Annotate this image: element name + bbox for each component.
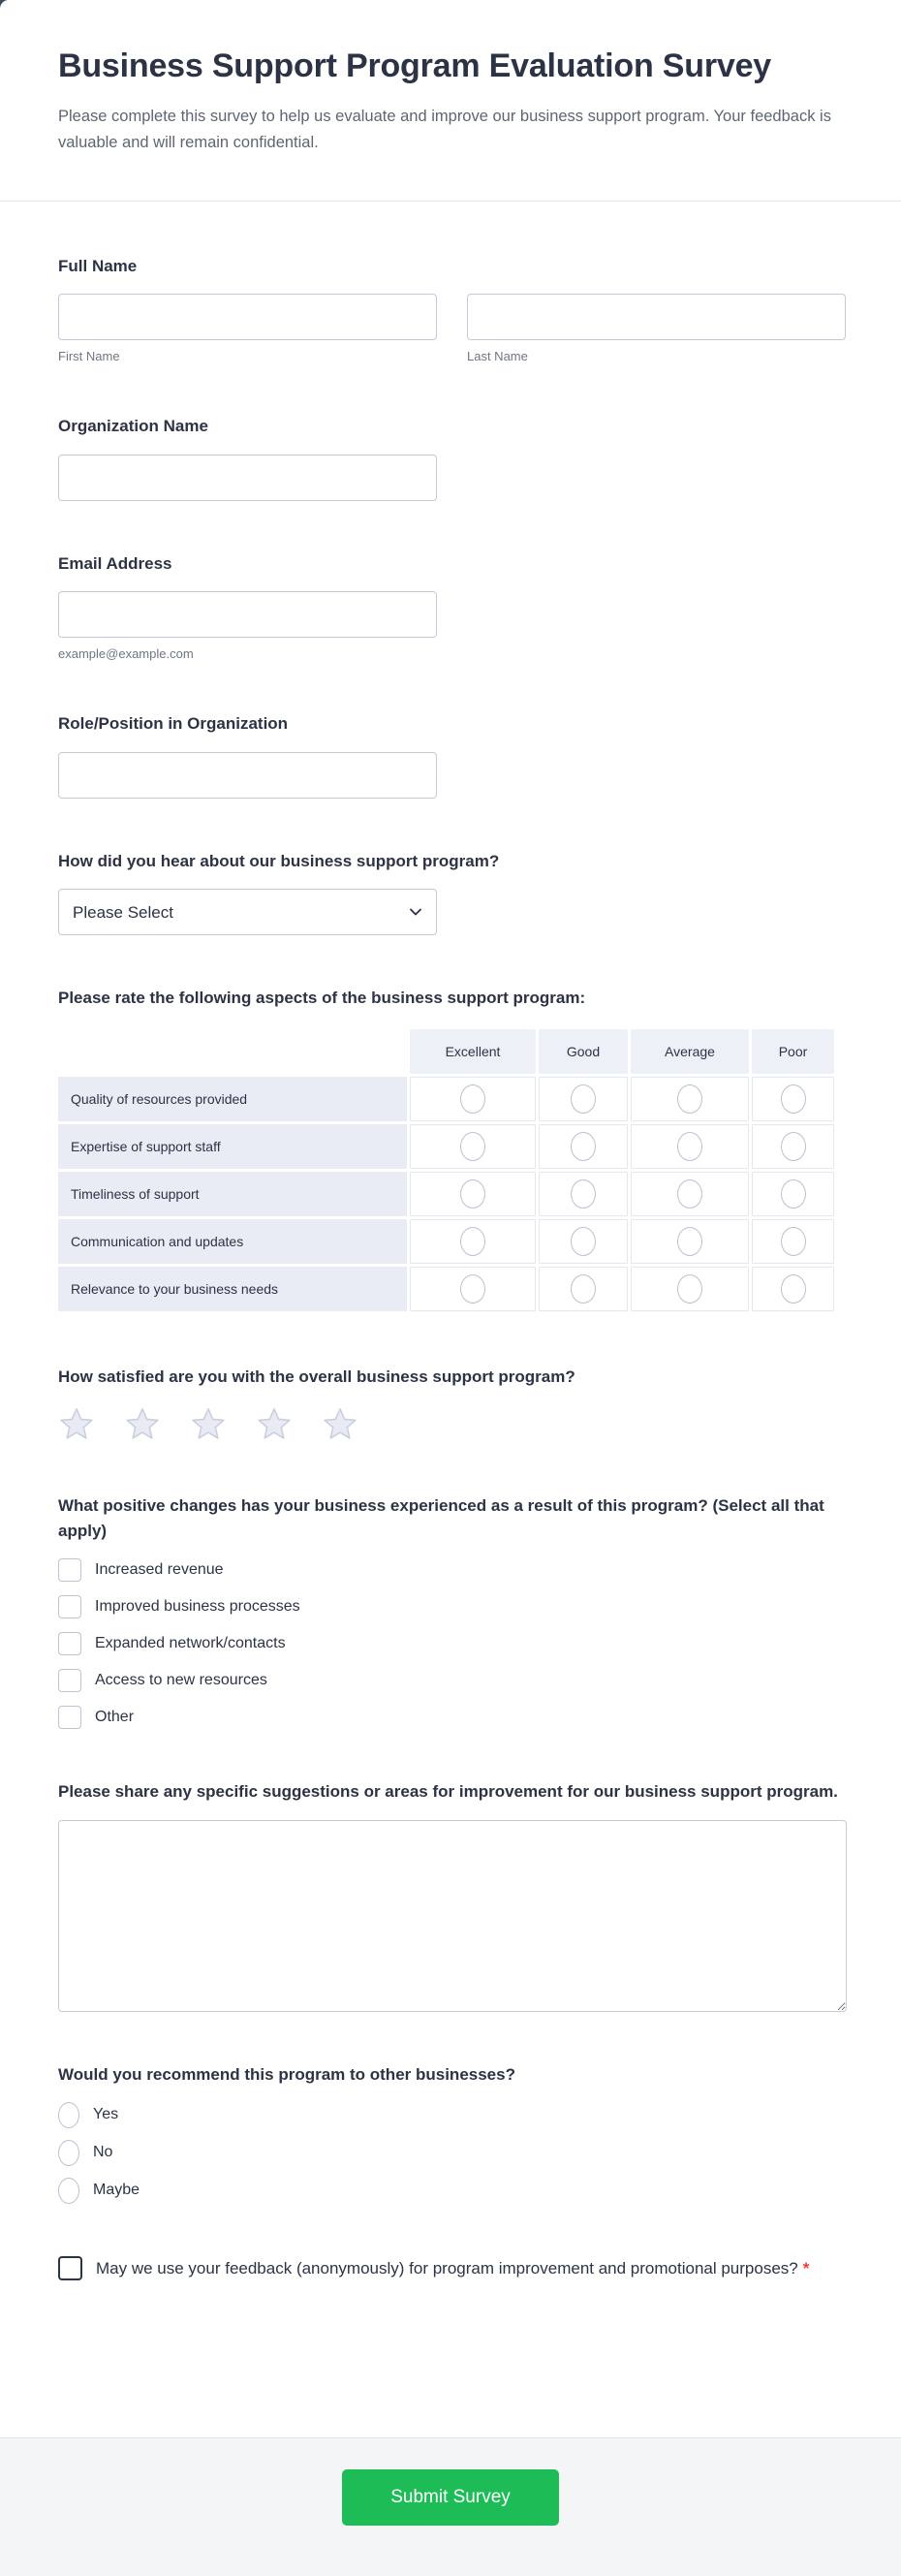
hear-about-field — [58, 849, 847, 936]
matrix-cell — [410, 1267, 536, 1311]
option-label: Yes — [93, 2106, 119, 2123]
matrix-radio-quality-of-resources-provided-poor[interactable] — [781, 1084, 806, 1114]
organization-field — [58, 414, 847, 501]
matrix-cell — [752, 1077, 834, 1121]
option-label: Other — [95, 1708, 135, 1725]
matrix-radio-relevance-to-your-business-needs-average[interactable] — [677, 1274, 702, 1304]
matrix-cell — [631, 1124, 749, 1169]
full-name-inputs — [58, 294, 847, 363]
consent-label: May we use your feedback (anonymously) for program improvement and promotional purposes? — [96, 2259, 798, 2278]
consent-checkbox[interactable] — [58, 2256, 82, 2280]
required-asterisk: * — [802, 2259, 810, 2278]
organization-label: Organization Name — [58, 417, 208, 436]
matrix-row-label: Expertise of support staff — [58, 1124, 407, 1169]
recommend-options — [58, 2102, 847, 2204]
matrix-radio-quality-of-resources-provided-good[interactable] — [571, 1084, 596, 1114]
rating-matrix-label: Please rate the following aspects of the business support program: — [58, 989, 586, 1008]
matrix-radio-quality-of-resources-provided-excellent[interactable] — [460, 1084, 485, 1114]
option-label: Maybe — [93, 2182, 140, 2199]
radio-yes[interactable] — [58, 2102, 79, 2128]
matrix-cell — [752, 1124, 834, 1169]
matrix-cell — [410, 1172, 536, 1216]
checkbox-option-access-to-new-resources[interactable] — [58, 1669, 267, 1692]
matrix-row — [58, 1267, 834, 1311]
matrix-cell — [539, 1077, 628, 1121]
option-label: Improved business processes — [95, 1597, 300, 1615]
matrix-row-label: Relevance to your business needs — [58, 1267, 407, 1311]
matrix-cell — [410, 1124, 536, 1169]
full-name-field — [58, 254, 847, 364]
email-field — [58, 551, 847, 662]
matrix-cell — [539, 1219, 628, 1264]
email-input[interactable] — [58, 591, 437, 638]
option-label: Access to new resources — [95, 1671, 267, 1688]
matrix-row-label: Communication and updates — [58, 1219, 407, 1264]
option-label: No — [93, 2144, 113, 2161]
star-icon[interactable] — [190, 1406, 227, 1443]
last-name-sublabel: Last Name — [467, 349, 528, 364]
matrix-radio-expertise-of-support-staff-excellent[interactable] — [460, 1132, 485, 1161]
matrix-radio-communication-and-updates-poor[interactable] — [781, 1227, 806, 1256]
star-rating — [58, 1406, 847, 1443]
matrix-cell — [752, 1172, 834, 1216]
form-header — [0, 0, 901, 156]
radio-option-no[interactable] — [58, 2140, 112, 2166]
window-corner — [0, 0, 9, 9]
matrix-cell — [410, 1219, 536, 1264]
matrix-cell — [631, 1077, 749, 1121]
first-name-col — [58, 294, 437, 363]
matrix-radio-relevance-to-your-business-needs-excellent[interactable] — [460, 1274, 485, 1304]
suggestions-field — [58, 1779, 847, 2012]
matrix-row-label: Quality of resources provided — [58, 1077, 407, 1121]
matrix-radio-relevance-to-your-business-needs-poor[interactable] — [781, 1274, 806, 1304]
hear-about-select[interactable] — [58, 889, 437, 935]
radio-option-yes[interactable] — [58, 2102, 118, 2128]
submit-button[interactable]: Submit Survey — [342, 2469, 559, 2526]
checkbox-option-increased-revenue[interactable] — [58, 1558, 224, 1582]
form-body — [0, 202, 901, 2437]
email-label: Email Address — [58, 553, 172, 573]
matrix-cell — [631, 1172, 749, 1216]
checkbox-option-improved-business-processes[interactable] — [58, 1595, 300, 1618]
suggestions-textarea[interactable] — [58, 1820, 847, 2012]
option-label: Expanded network/contacts — [95, 1634, 286, 1651]
matrix-radio-communication-and-updates-average[interactable] — [677, 1227, 702, 1256]
checkbox-increased-revenue[interactable] — [58, 1558, 81, 1582]
hear-about-label: How did you hear about our business support program? — [58, 851, 500, 870]
radio-option-maybe[interactable] — [58, 2178, 140, 2204]
recommend-label: Would you recommend this program to other businesses? — [58, 2064, 515, 2084]
role-label: Role/Position in Organization — [58, 714, 289, 734]
star-icon[interactable] — [256, 1406, 293, 1443]
checkbox-improved-business-processes[interactable] — [58, 1595, 81, 1618]
form-description: Please complete this survey to help us evaluate and improve our business support program. Your feedback is valuable and will remain confidential. — [58, 107, 831, 151]
matrix-cell — [752, 1267, 834, 1311]
form-footer — [0, 2437, 901, 2576]
rating-matrix-table — [55, 1026, 837, 1314]
matrix-row — [58, 1077, 834, 1121]
matrix-row — [58, 1219, 834, 1264]
matrix-cell — [539, 1172, 628, 1216]
positive-changes-label: What positive changes has your business experienced as a result of this program? (Select all that apply) — [58, 1496, 824, 1540]
matrix-radio-timeliness-of-support-good[interactable] — [571, 1179, 596, 1209]
matrix-column-good: Good — [539, 1029, 628, 1074]
matrix-cell — [539, 1124, 628, 1169]
matrix-cell — [631, 1219, 749, 1264]
matrix-radio-communication-and-updates-good[interactable] — [571, 1227, 596, 1256]
full-name-label: Full Name — [58, 256, 138, 275]
checkbox-access-to-new-resources[interactable] — [58, 1669, 81, 1692]
matrix-row-label: Timeliness of support — [58, 1172, 407, 1216]
hear-about-select-wrap — [58, 889, 437, 935]
last-name-input[interactable] — [467, 294, 846, 340]
suggestions-label: Please share any specific suggestions or areas for improvement for our business support program. — [58, 1782, 838, 1802]
matrix-radio-timeliness-of-support-excellent[interactable] — [460, 1179, 485, 1209]
matrix-corner-cell — [58, 1029, 407, 1074]
option-label: Increased revenue — [95, 1560, 224, 1578]
matrix-radio-communication-and-updates-excellent[interactable] — [460, 1227, 485, 1256]
recommend-field — [58, 2062, 847, 2205]
matrix-radio-timeliness-of-support-average[interactable] — [677, 1179, 702, 1209]
radio-no[interactable] — [58, 2140, 79, 2166]
radio-maybe[interactable] — [58, 2178, 79, 2204]
checkbox-option-other[interactable] — [58, 1706, 134, 1729]
role-input[interactable] — [58, 752, 437, 799]
satisfaction-field — [58, 1365, 847, 1444]
positive-changes-field — [58, 1493, 847, 1729]
matrix-radio-quality-of-resources-provided-average[interactable] — [677, 1084, 702, 1114]
matrix-row — [58, 1124, 834, 1169]
satisfaction-label: How satisfied are you with the overall business support program? — [58, 1367, 575, 1386]
rating-matrix-field — [58, 986, 847, 1314]
matrix-cell — [752, 1219, 834, 1264]
matrix-cell — [410, 1077, 536, 1121]
last-name-col — [467, 294, 846, 363]
matrix-cell — [539, 1267, 628, 1311]
checkbox-option-expanded-network-contacts[interactable] — [58, 1632, 286, 1655]
matrix-radio-timeliness-of-support-poor[interactable] — [781, 1179, 806, 1209]
matrix-radio-expertise-of-support-staff-average[interactable] — [677, 1132, 702, 1161]
first-name-sublabel: First Name — [58, 349, 120, 364]
matrix-radio-expertise-of-support-staff-poor[interactable] — [781, 1132, 806, 1161]
matrix-cell — [631, 1267, 749, 1311]
matrix-radio-relevance-to-your-business-needs-good[interactable] — [571, 1274, 596, 1304]
first-name-input[interactable] — [58, 294, 437, 340]
page-title: Business Support Program Evaluation Survey — [58, 47, 772, 84]
star-icon[interactable] — [58, 1406, 95, 1443]
matrix-column-average: Average — [631, 1029, 749, 1074]
organization-input[interactable] — [58, 455, 437, 501]
matrix-column-poor: Poor — [752, 1029, 834, 1074]
matrix-row — [58, 1172, 834, 1216]
star-icon[interactable] — [322, 1406, 358, 1443]
matrix-column-excellent: Excellent — [410, 1029, 536, 1074]
checkbox-other[interactable] — [58, 1706, 81, 1729]
star-icon[interactable] — [124, 1406, 161, 1443]
role-field — [58, 711, 847, 799]
matrix-header-row — [58, 1029, 834, 1074]
matrix-radio-expertise-of-support-staff-good[interactable] — [571, 1132, 596, 1161]
checkbox-expanded-network-contacts[interactable] — [58, 1632, 81, 1655]
email-sublabel: example@example.com — [58, 646, 194, 662]
consent-field — [58, 2254, 814, 2282]
positive-changes-options — [58, 1558, 847, 1729]
